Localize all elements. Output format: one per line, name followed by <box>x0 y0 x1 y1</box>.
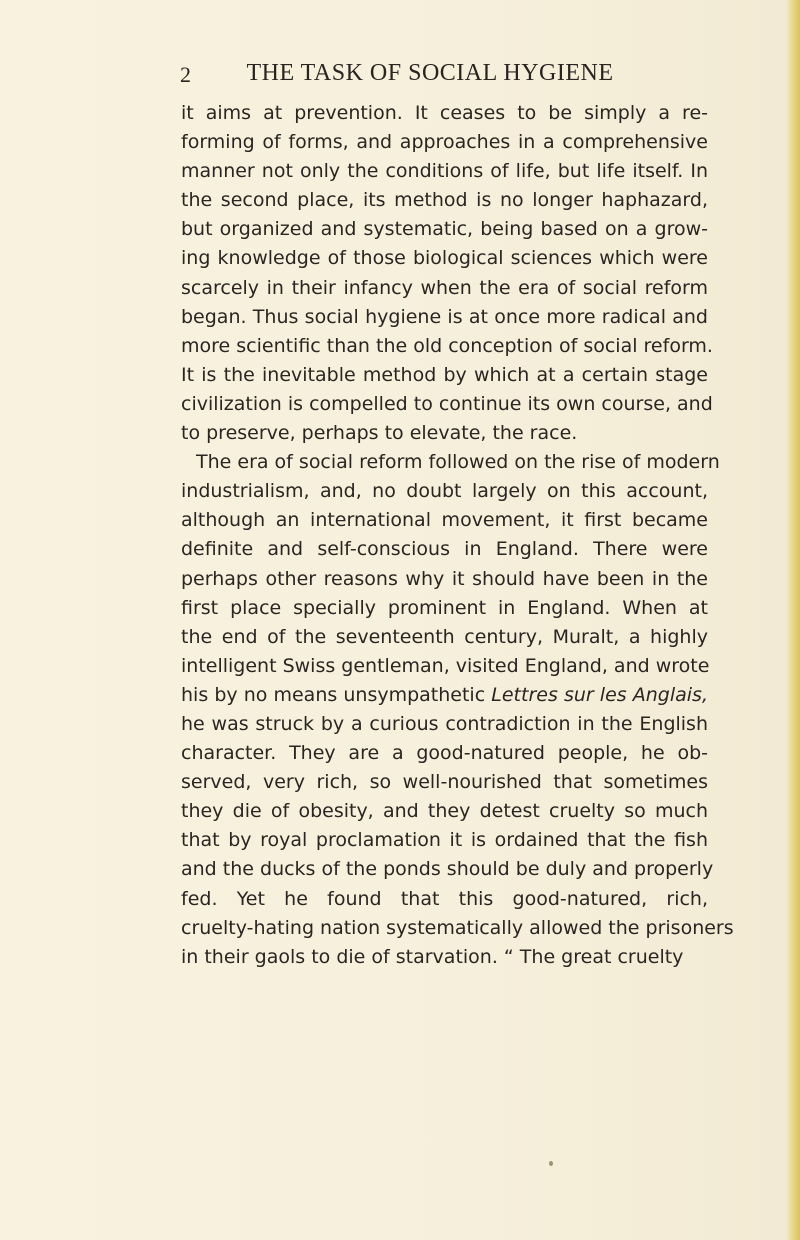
text-line: industrialism, and, no doubt largely on this account, <box>181 480 708 503</box>
text-line: although an international movement, it first became <box>181 509 708 532</box>
text-line: he was struck by a curious contradiction in the English <box>181 712 708 735</box>
text-line: cruelty-hating nation systematically allowed the prisoners <box>181 916 734 939</box>
text-line: more scientific than the old conception of social reform. <box>181 334 713 357</box>
text-line: it aims at prevention. It ceases to be simply a re- <box>181 102 708 124</box>
text-line: definite and self-conscious in England. There were <box>181 538 708 561</box>
running-title: THE TASK OF SOCIAL HYGIENE <box>246 60 614 86</box>
text-line: fed. Yet he found that this good-natured, rich, <box>181 887 708 910</box>
text-line: intelligent Swiss gentleman, visited England, and wrote <box>181 654 710 677</box>
text-line: first place specially prominent in England. When at <box>181 596 708 619</box>
paragraph-end-line: to preserve, perhaps to elevate, the race. <box>181 422 578 445</box>
text-line: served, very rich, so well-nourished that sometimes <box>181 771 708 794</box>
text-line: perhaps other reasons why it should have been in the <box>181 567 708 590</box>
body-text <box>181 99 734 972</box>
text-line: began. Thus social hygiene is at once more radical and <box>181 305 708 328</box>
page-header <box>180 60 720 100</box>
paragraph-start-line: The era of social reform followed on the rise of modern <box>196 451 720 474</box>
text-line: civilization is compelled to continue its own course, and <box>181 392 713 415</box>
text-line: the end of the seventeenth century, Muralt, a highly <box>181 625 708 648</box>
text-line: scarcely in their infancy when the era of social reform <box>181 276 708 299</box>
page-number: 2 <box>180 62 191 87</box>
text-line: manner not only the conditions of life, but life itself. In <box>181 160 708 183</box>
text-line: forming of forms, and approaches in a comprehensive <box>181 131 708 154</box>
text-line: and the ducks of the ponds should be duly and properly <box>181 858 714 881</box>
paper-speck <box>549 1161 553 1166</box>
text-line: that by royal proclamation it is ordained that the fish <box>181 829 708 852</box>
text-line: character. They are a good-natured people, he ob- <box>181 742 708 765</box>
book-title-italic: Lettres sur les Anglais, <box>491 683 708 706</box>
text-line: the second place, its method is no longer haphazard, <box>181 189 708 212</box>
text-line: they die of obesity, and they detest cruelty so much <box>181 800 708 823</box>
text-line: in their gaols to die of starvation. “ The great cruelty <box>181 945 684 968</box>
line-text: his by no means unsympathetic <box>181 683 492 706</box>
text-line-with-title <box>181 681 708 710</box>
text-line: ing knowledge of those biological sciences which were <box>181 247 708 270</box>
text-line: It is the inevitable method by which at a certain stage <box>181 363 708 386</box>
page-edge <box>786 0 800 1240</box>
text-line: but organized and systematic, being based on a grow- <box>181 218 708 241</box>
